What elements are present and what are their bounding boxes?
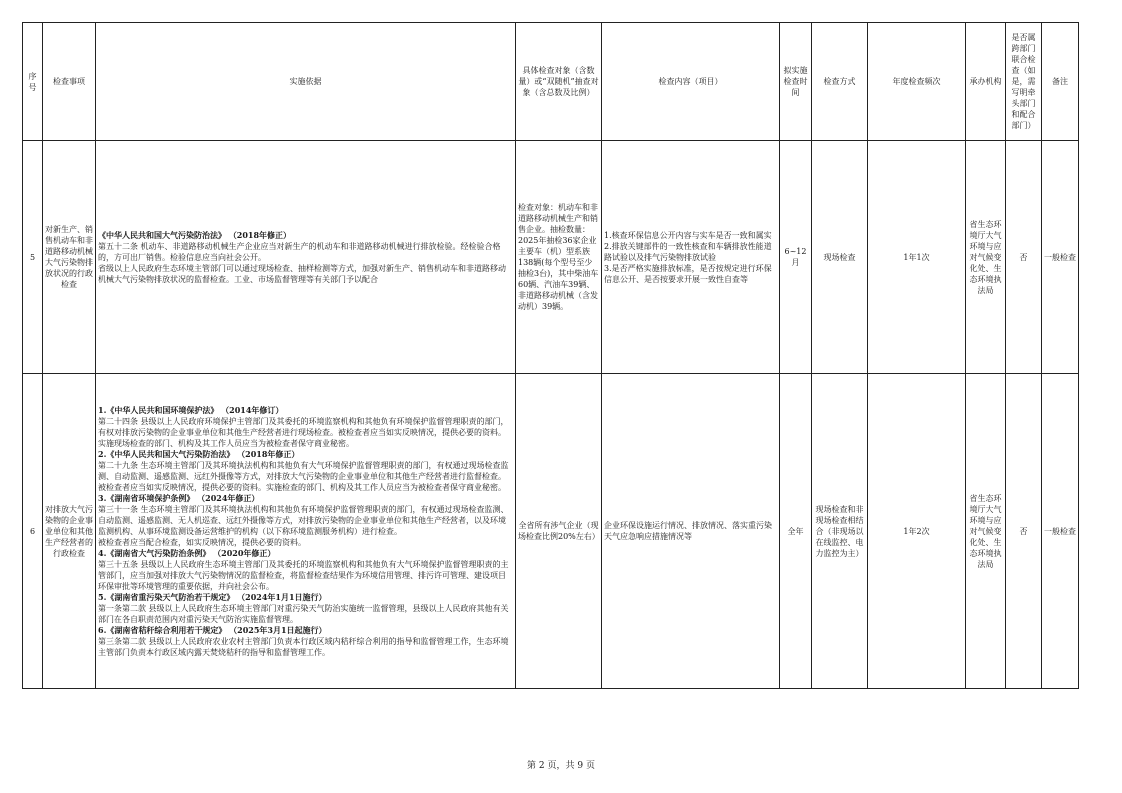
basis-law-title: 2.《中华人民共和国大气污染防治法》 （2018年修正） xyxy=(98,448,300,459)
row-org: 省生态环境厅大气环境与应对气候变化处、生态环境执法局 xyxy=(966,141,1006,374)
page-number: 第 2 页，共 9 页 xyxy=(527,761,595,771)
basis-paragraph: 被检查者应当配合检查，如实反映情况，提供必要的资料。 xyxy=(98,537,306,547)
row-joint: 否 xyxy=(1006,374,1042,689)
row-method: 现场检查 xyxy=(812,141,868,374)
row-org: 省生态环境厅大气环境与应对气候变化处、生态环境执法局 xyxy=(966,374,1006,689)
basis-law-title: 6.《湖南省秸秆综合利用若干规定》 （2025年3月1日起施行） xyxy=(98,624,327,635)
row-remark: 一般检查 xyxy=(1042,374,1079,689)
row-remark: 一般检查 xyxy=(1042,141,1079,374)
basis-paragraph: 第二十四条 县级以上人民政府环境保护主管部门及其委托的环境监察机构和其他负有环境保护监督管理职责的部门，有权对排放污染物的企业事业单位和其他生产经营者进行现场检查。被检查者应当如实反映情况，提供必要的资料。实施现场检查的部门、机构及其工作人员应当为被检查者保守商业秘密。 xyxy=(98,416,509,448)
basis-law-title: 3.《湖南省环境保护条例》 （2024年修正） xyxy=(98,492,260,503)
row-target: 检查对象：机动车和非道路移动机械生产和销售企业。抽检数量：2025年抽检36家企业主要车（机）型系族138辆(每个型号至少抽检3台)，其中柴油车60辆、汽油车39辆、非道路移动机械（含发动机）39辆。 xyxy=(516,141,602,374)
table-row xyxy=(23,141,1079,374)
row-freq: 1年2次 xyxy=(868,374,966,689)
basis-law-title: 5.《湖南省重污染天气防治若干规定》 （2024年1月1日施行） xyxy=(98,591,327,602)
row-target: 全省所有涉气企业（现场检查比例20%左右） xyxy=(516,374,602,689)
row-item: 对排放大气污染物的企业事业单位和其他生产经营者的行政检查 xyxy=(43,374,96,689)
basis-paragraph: 第五十二条 机动车、非道路移动机械生产企业应当对新生产的机动车和非道路移动机械进行排放检验。经检验合格的，方可出厂销售。检验信息应当向社会公开。 xyxy=(98,241,501,262)
inspection-table xyxy=(22,22,1079,689)
row-no: 6 xyxy=(23,374,43,689)
row-joint: 否 xyxy=(1006,141,1042,374)
row-freq: 1年1次 xyxy=(868,141,966,374)
basis-paragraph: 第二十九条 生态环境主管部门及其环境执法机构和其他负有大气环境保护监督管理职责的部门，有权通过现场检查监测、自动监测、遥感监测、远红外摄像等方式，对排放大气污染物的企业事业单位和其他生产经营者进行监督检查。被检查者应当如实反映情况，提供必要的资料。实施检查的部门、机构及其工作人员应当为被检查者保守商业秘密。 xyxy=(98,460,509,492)
basis-law-title: 《中华人民共和国大气污染防治法》 （2018年修正） xyxy=(98,229,292,240)
header-item: 检查事项 xyxy=(43,23,96,141)
row-time: 全年 xyxy=(780,374,812,689)
row-item: 对新生产、销售机动车和非道路移动机械大气污染物排放状况的行政检查 xyxy=(43,141,96,374)
header-content: 检查内容（项目） xyxy=(602,23,780,141)
basis-law-title: 1.《中华人民共和国环境保护法》 （2014年修订） xyxy=(98,404,284,415)
row-no: 5 xyxy=(23,141,43,374)
row-content: 企业环保设施运行情况、排放情况、落实重污染天气应急响应措施情况等 xyxy=(602,374,780,689)
row-content: 1.核查环保信息公开内容与实车是否一致和属实 2.排放关键部件的一致性核查和车辆排放性能道路试验以及排气污染物排放试验 3.是否严格实施排放标准，是否按规定进行环保信息公开、是否按要求开展一致性自查等 xyxy=(602,141,780,374)
basis-paragraph: 第三十五条 县级以上人民政府生态环境主管部门及其委托的环境监察机构和其他负有大气环境保护监督管理职责的主管部门，应当加强对排放大气污染物情况的监督检查，将监督检查结果作为环境信用管理、排污许可管理、建设项目环保审批等环境管理的重要依据，并向社会公布。 xyxy=(98,559,509,591)
header-basis: 实施依据 xyxy=(96,23,516,141)
table-row xyxy=(23,374,1079,689)
header-time: 拟实施检查时间 xyxy=(780,23,812,141)
basis-law-title: 4.《湖南省大气污染防治条例》 （2020年修正） xyxy=(98,547,276,558)
row-time: 6~12月 xyxy=(780,141,812,374)
header-org: 承办机构 xyxy=(966,23,1006,141)
row-basis xyxy=(96,141,516,374)
header-freq: 年度检查频次 xyxy=(868,23,966,141)
header-remark: 备注 xyxy=(1042,23,1079,141)
header-row xyxy=(23,23,1079,141)
basis-paragraph: 省级以上人民政府生态环境主管部门可以通过现场检查、抽样检测等方式，加强对新生产、销售机动车和非道路移动机械大气污染物排放状况的监督检查。工业、市场监督管理等有关部门予以配合 xyxy=(98,263,506,284)
header-no: 序号 xyxy=(23,23,43,141)
header-joint: 是否属跨部门联合检查（如是，需写明牵头部门和配合部门） xyxy=(1006,23,1042,141)
row-basis xyxy=(96,374,516,689)
header-target: 具体检查对象（含数量）或“双随机”抽查对象（含总数及比例） xyxy=(516,23,602,141)
basis-paragraph: 第三条第二款 县级以上人民政府农业农村主管部门负责本行政区域内秸秆综合利用的指导和监督管理工作，生态环境主管部门负责本行政区域内露天焚烧秸秆的指导和监督管理工作。 xyxy=(98,636,509,657)
row-method: 现场检查和非现场检查相结合（非现场以在线监控、电力监控为主） xyxy=(812,374,868,689)
header-method: 检查方式 xyxy=(812,23,868,141)
basis-paragraph: 第三十一条 生态环境主管部门及其环境执法机构和其他负有环境保护监督管理职责的部门，有权通过现场检查监测、自动监测、遥感监测、无人机巡查、远红外摄像等方式，对排放污染物的企业事业单位和其他生产经营者，以及环境监测机构、从事环境监测设备运营维护的机构（以下称环境监测服务机构）进行检查。 xyxy=(98,504,509,536)
basis-paragraph: 第一条第二款 县级以上人民政府生态环境主管部门对重污染天气防治实施统一监督管理，县级以上人民政府其他有关部门在各自职责范围内对重污染天气防治实施监督管理。 xyxy=(98,603,509,624)
